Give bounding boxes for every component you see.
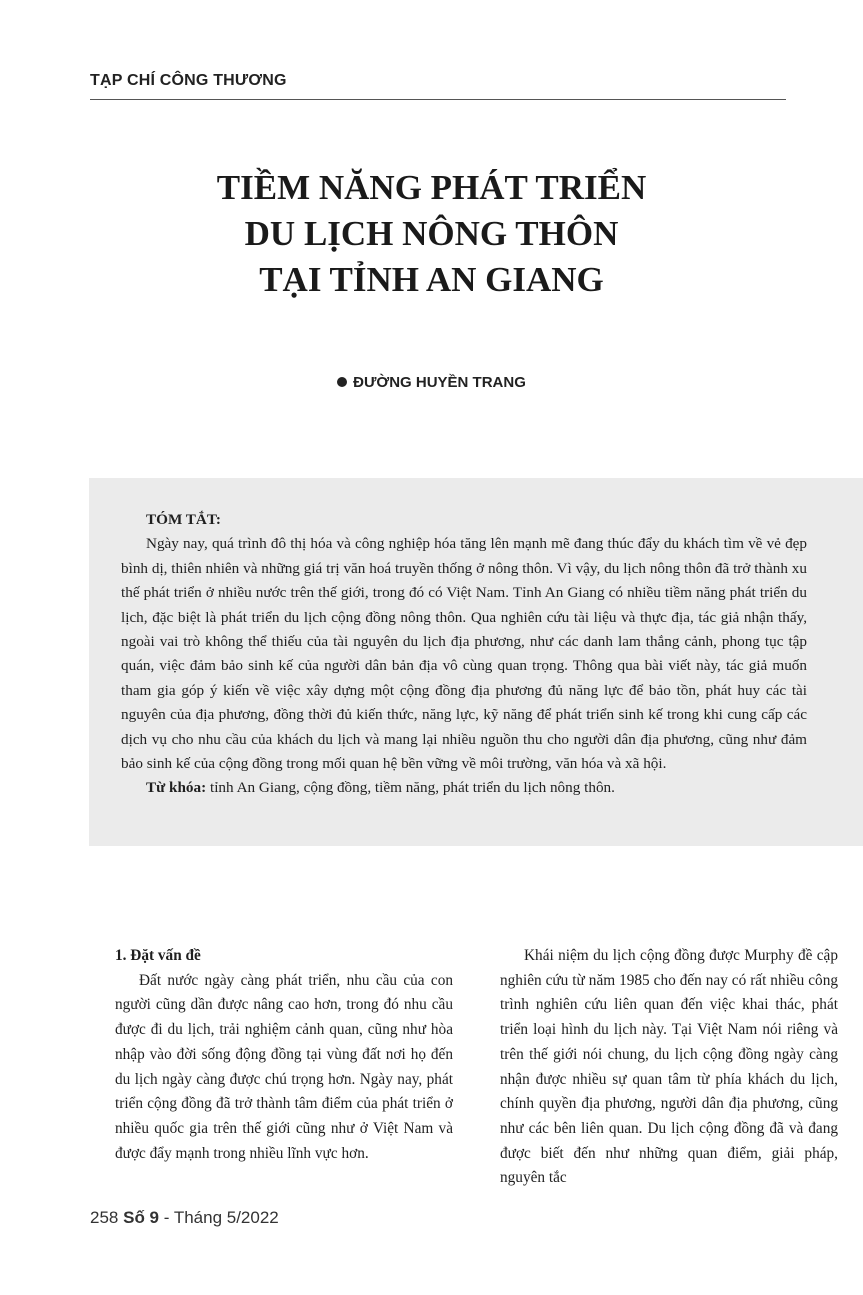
abstract-body: Ngày nay, quá trình đô thị hóa và công nghiệp hóa tăng lên mạnh mẽ đang thúc đẩy du khách tìm về vẻ đẹp bình dị, thiên nhiên và những giá trị văn hoá truyền thống ở nông thôn. Vì vậy, du lịch nông thôn đã trở thành xu thế phát triển ở nhiều nước trên thế giới, trong đó có Việt Nam. Tỉnh An Giang có nhiều tiềm năng phát triển du lịch, đặc biệt là phát triển du lịch cộng đồng nông thôn. Qua nghiên cứu tài liệu và thực địa, tác giả nhận thấy, ngoài vai trò không thể thiếu của tài nguyên du lịch địa phương, như các danh lam thắng cảnh, phong tục tập quán, việc đảm bảo sinh kế của người dân bản địa vô cùng quan trọng. Thông qua bài viết này, tác giả muốn tham gia góp ý kiến về việc xây dựng một cộng đồng địa phương đủ năng lực để bảo tồn, phát huy các tài nguyên của địa phương, đồng thời đủ kiến thức, năng lực, kỹ năng để phát triển sinh kế trong khi cung cấp các dịch vụ cho nhu cầu của khách du lịch và mang lại nhiều nguồn thu cho người dân địa phương, cũng như đảm bảo sinh kế của cộng đồng trong mối quan hệ bền vững về môi trường, văn hóa và xã hội.: [121, 535, 807, 773]
body-column-right: [500, 944, 838, 1191]
body-column-left: [115, 944, 453, 1166]
issue-date: - Tháng 5/2022: [159, 1208, 279, 1227]
page-footer: [90, 1208, 279, 1228]
abstract-box: [89, 478, 863, 846]
keywords-list: tỉnh An Giang, cộng đồng, tiềm năng, phát triển du lịch nông thôn.: [206, 779, 615, 797]
paragraph: Đất nước ngày càng phát triển, nhu cầu của con người cũng dần được nâng cao hơn, trong đó nhu cầu được đi du lịch, trải nghiệm cảnh quan, cũng như hòa nhập vào đời sống động đồng tại vùng đất nơi họ đến du lịch ngày càng được chú trọng hơn. Ngày nay, phát triển cộng đồng đã trở thành tâm điểm của phát triển ở nhiều quốc gia trên thế giới cũng như ở Việt Nam và được đẩy mạnh trong nhiều lĩnh vực hơn.: [115, 971, 453, 1162]
section-title: 1. Đặt vấn đề: [115, 947, 201, 964]
abstract-heading: TÓM TẮT:: [146, 511, 221, 528]
abstract-keywords: [121, 776, 807, 800]
paragraph: Khái niệm du lịch cộng đồng được Murphy đề cập nghiên cứu từ năm 1985 cho đến nay có rất nhiều công trình nghiên cứu liên quan đến việc khai thác, phát triển loại hình du lịch này. Tại Việt Nam nói riêng và trên thế giới nói chung, du lịch cộng đồng ngày càng nhận được nhiều sự quan tâm từ phía khách du lịch, chính quyền địa phương, người dân địa phương, cũng như các bên liên quan. Du lịch cộng đồng đã và đang được biết đến như những quan điểm, giải pháp, nguyên tắc: [500, 947, 838, 1187]
author-line: [0, 374, 863, 391]
title-line-3: TẠI TỈNH AN GIANG: [259, 260, 604, 299]
issue-number: Số 9: [123, 1208, 160, 1227]
keywords-label: Từ khóa:: [146, 779, 207, 797]
title-line-2: DU LỊCH NÔNG THÔN: [244, 214, 619, 253]
title-line-1: TIỀM NĂNG PHÁT TRIỂN: [216, 168, 647, 207]
page-number: 258: [90, 1208, 119, 1227]
journal-header: TẠP CHÍ CÔNG THƯƠNG: [90, 72, 287, 89]
header-divider: [90, 99, 786, 100]
abstract-content: [121, 508, 807, 801]
author-name: ĐƯỜNG HUYỀN TRANG: [353, 374, 526, 391]
bullet-icon: [337, 377, 347, 387]
article-title: [0, 165, 863, 303]
